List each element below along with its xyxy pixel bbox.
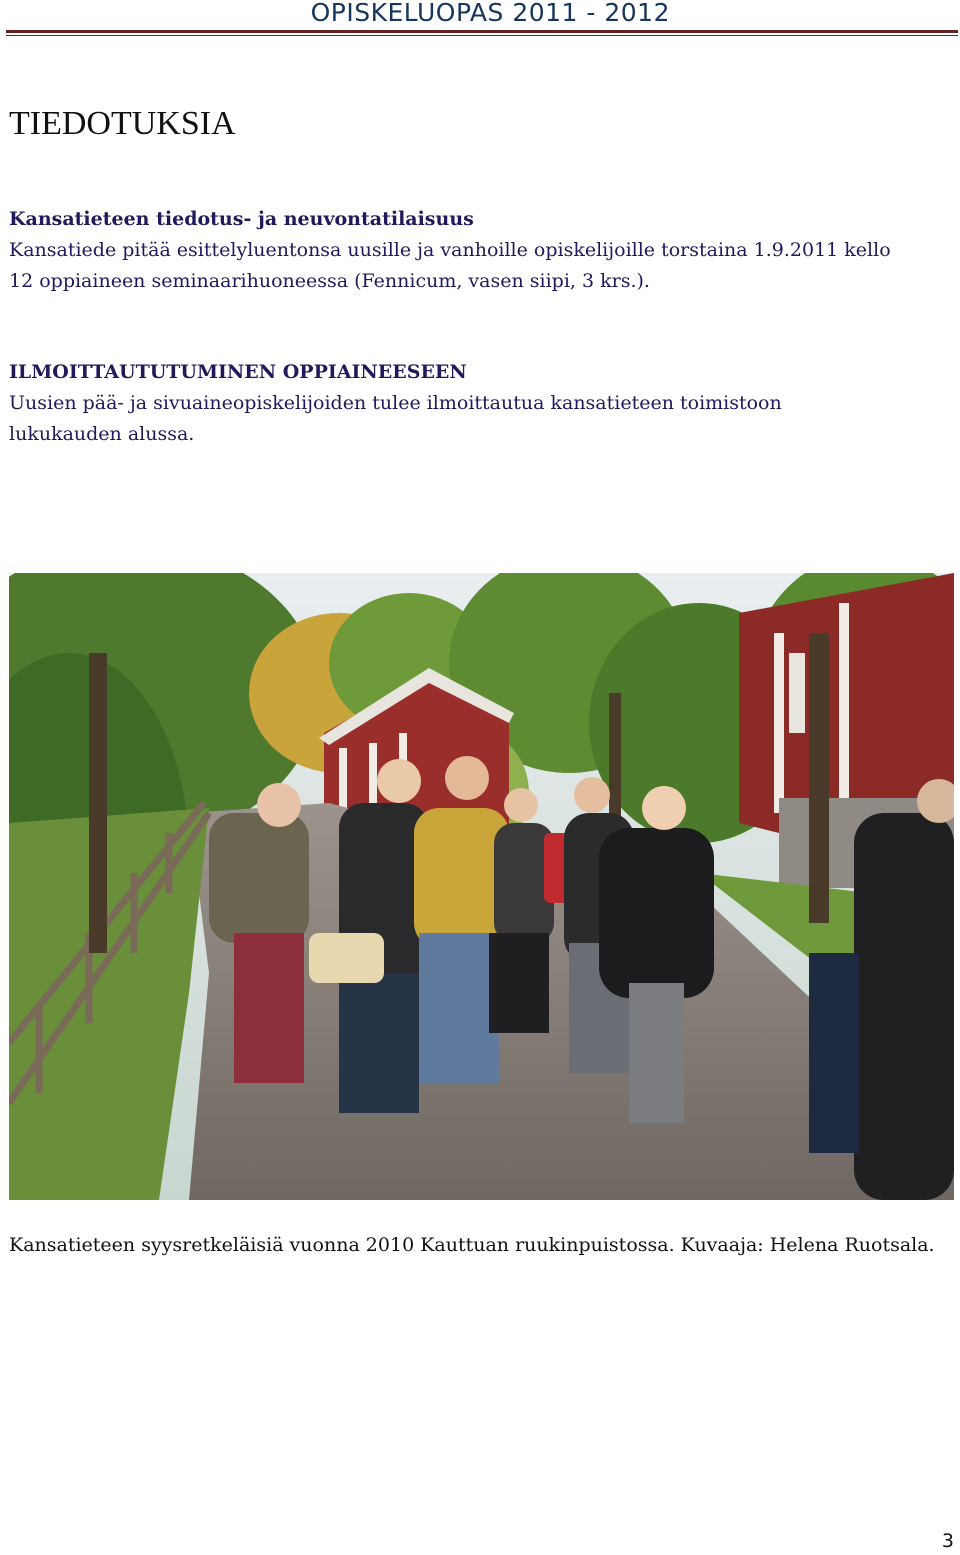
body-line: Kansatiede pitää esittelyluentonsa uusille ja vanhoille opiskelijoille torstaina 1.9.2011 kello [9,239,891,261]
header-rule [6,30,958,33]
excursion-photo [9,573,954,1200]
page-number: 3 [941,1530,954,1552]
body-line: 12 oppiaineen seminaarihuoneessa (Fennicum, vasen siipi, 3 krs.). [9,270,650,292]
section-registration [9,357,954,450]
photo-caption: Kansatieteen syysretkeläisiä vuonna 2010 Kauttuan ruukinpuistossa. Kuvaaja: Helena Ruotsala. [9,1234,935,1256]
body-line: Uusien pää- ja sivuaineopiskelijoiden tulee ilmoittautua kansatieteen toimistoon [9,392,782,414]
body-line: lukukauden alussa. [9,423,195,445]
section-body [9,388,954,450]
header-rule-thin [6,35,958,36]
section-info-session [9,204,954,297]
section-heading: ILMOITTAUTUTUMINEN OPPIAINEESEEN [9,361,467,383]
section-body [9,235,954,297]
photo-illustration [9,573,954,1200]
running-header: OPISKELUOPAS 2011 - 2012 [310,0,670,27]
page-title: TIEDOTUKSIA [9,105,236,142]
section-heading: Kansatieteen tiedotus- ja neuvontatilaisuus [9,208,474,230]
